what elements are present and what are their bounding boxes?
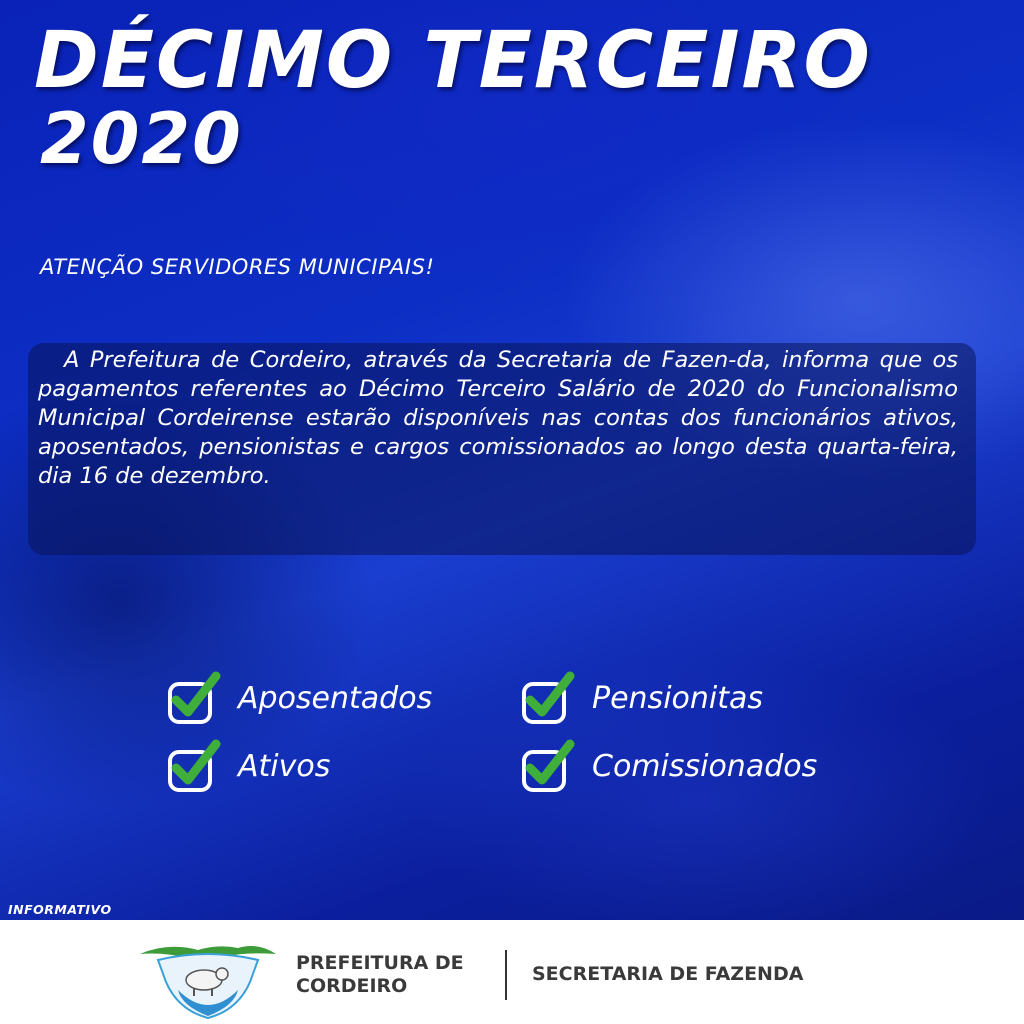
prefeitura-name-line-1: PREFEITURA DE bbox=[296, 952, 464, 974]
checklist-label: Aposentados bbox=[238, 680, 433, 716]
informativo-tag: INFORMATIVO bbox=[8, 902, 112, 917]
secretaria-name: SECRETARIA DE FAZENDA bbox=[532, 963, 804, 985]
checklist-item-aposentados bbox=[166, 670, 432, 726]
notice-text: A Prefeitura de Cordeiro, através da Secretaria de Fazen-da, informa que os pagamentos referentes ao Décimo Terceiro Salário de 2020 do Funcionalismo Municipal Cordeirense estarão disponíveis nas contas dos funcionários ativos, aposentados, pensionistas e cargos comissionados ao longo desta quarta-feira, dia 16 de dezembro. bbox=[38, 347, 958, 489]
checkmark-icon bbox=[166, 670, 222, 726]
attention-heading: ATENÇÃO SERVIDORES MUNICIPAIS! bbox=[40, 255, 435, 279]
prefeitura-name-line-2: CORDEIRO bbox=[296, 975, 408, 997]
checklist-label: Ativos bbox=[238, 748, 331, 784]
checkmark-icon bbox=[520, 670, 576, 726]
footer-bar bbox=[0, 920, 1024, 1024]
checklist-label: Comissionados bbox=[592, 748, 818, 784]
footer-divider bbox=[505, 950, 507, 1000]
prefeitura-name bbox=[296, 952, 464, 998]
checklist-label: Pensionitas bbox=[592, 680, 764, 716]
title-year: 2020 bbox=[40, 98, 243, 180]
checkmark-icon bbox=[520, 738, 576, 794]
prefeitura-logo-icon bbox=[138, 940, 278, 1020]
checklist-item-pensionitas bbox=[520, 670, 763, 726]
checklist-item-comissionados bbox=[520, 738, 817, 794]
checklist-item-ativos bbox=[166, 738, 330, 794]
checkmark-icon bbox=[166, 738, 222, 794]
title-line-1: DÉCIMO TERCEIRO bbox=[34, 16, 872, 106]
